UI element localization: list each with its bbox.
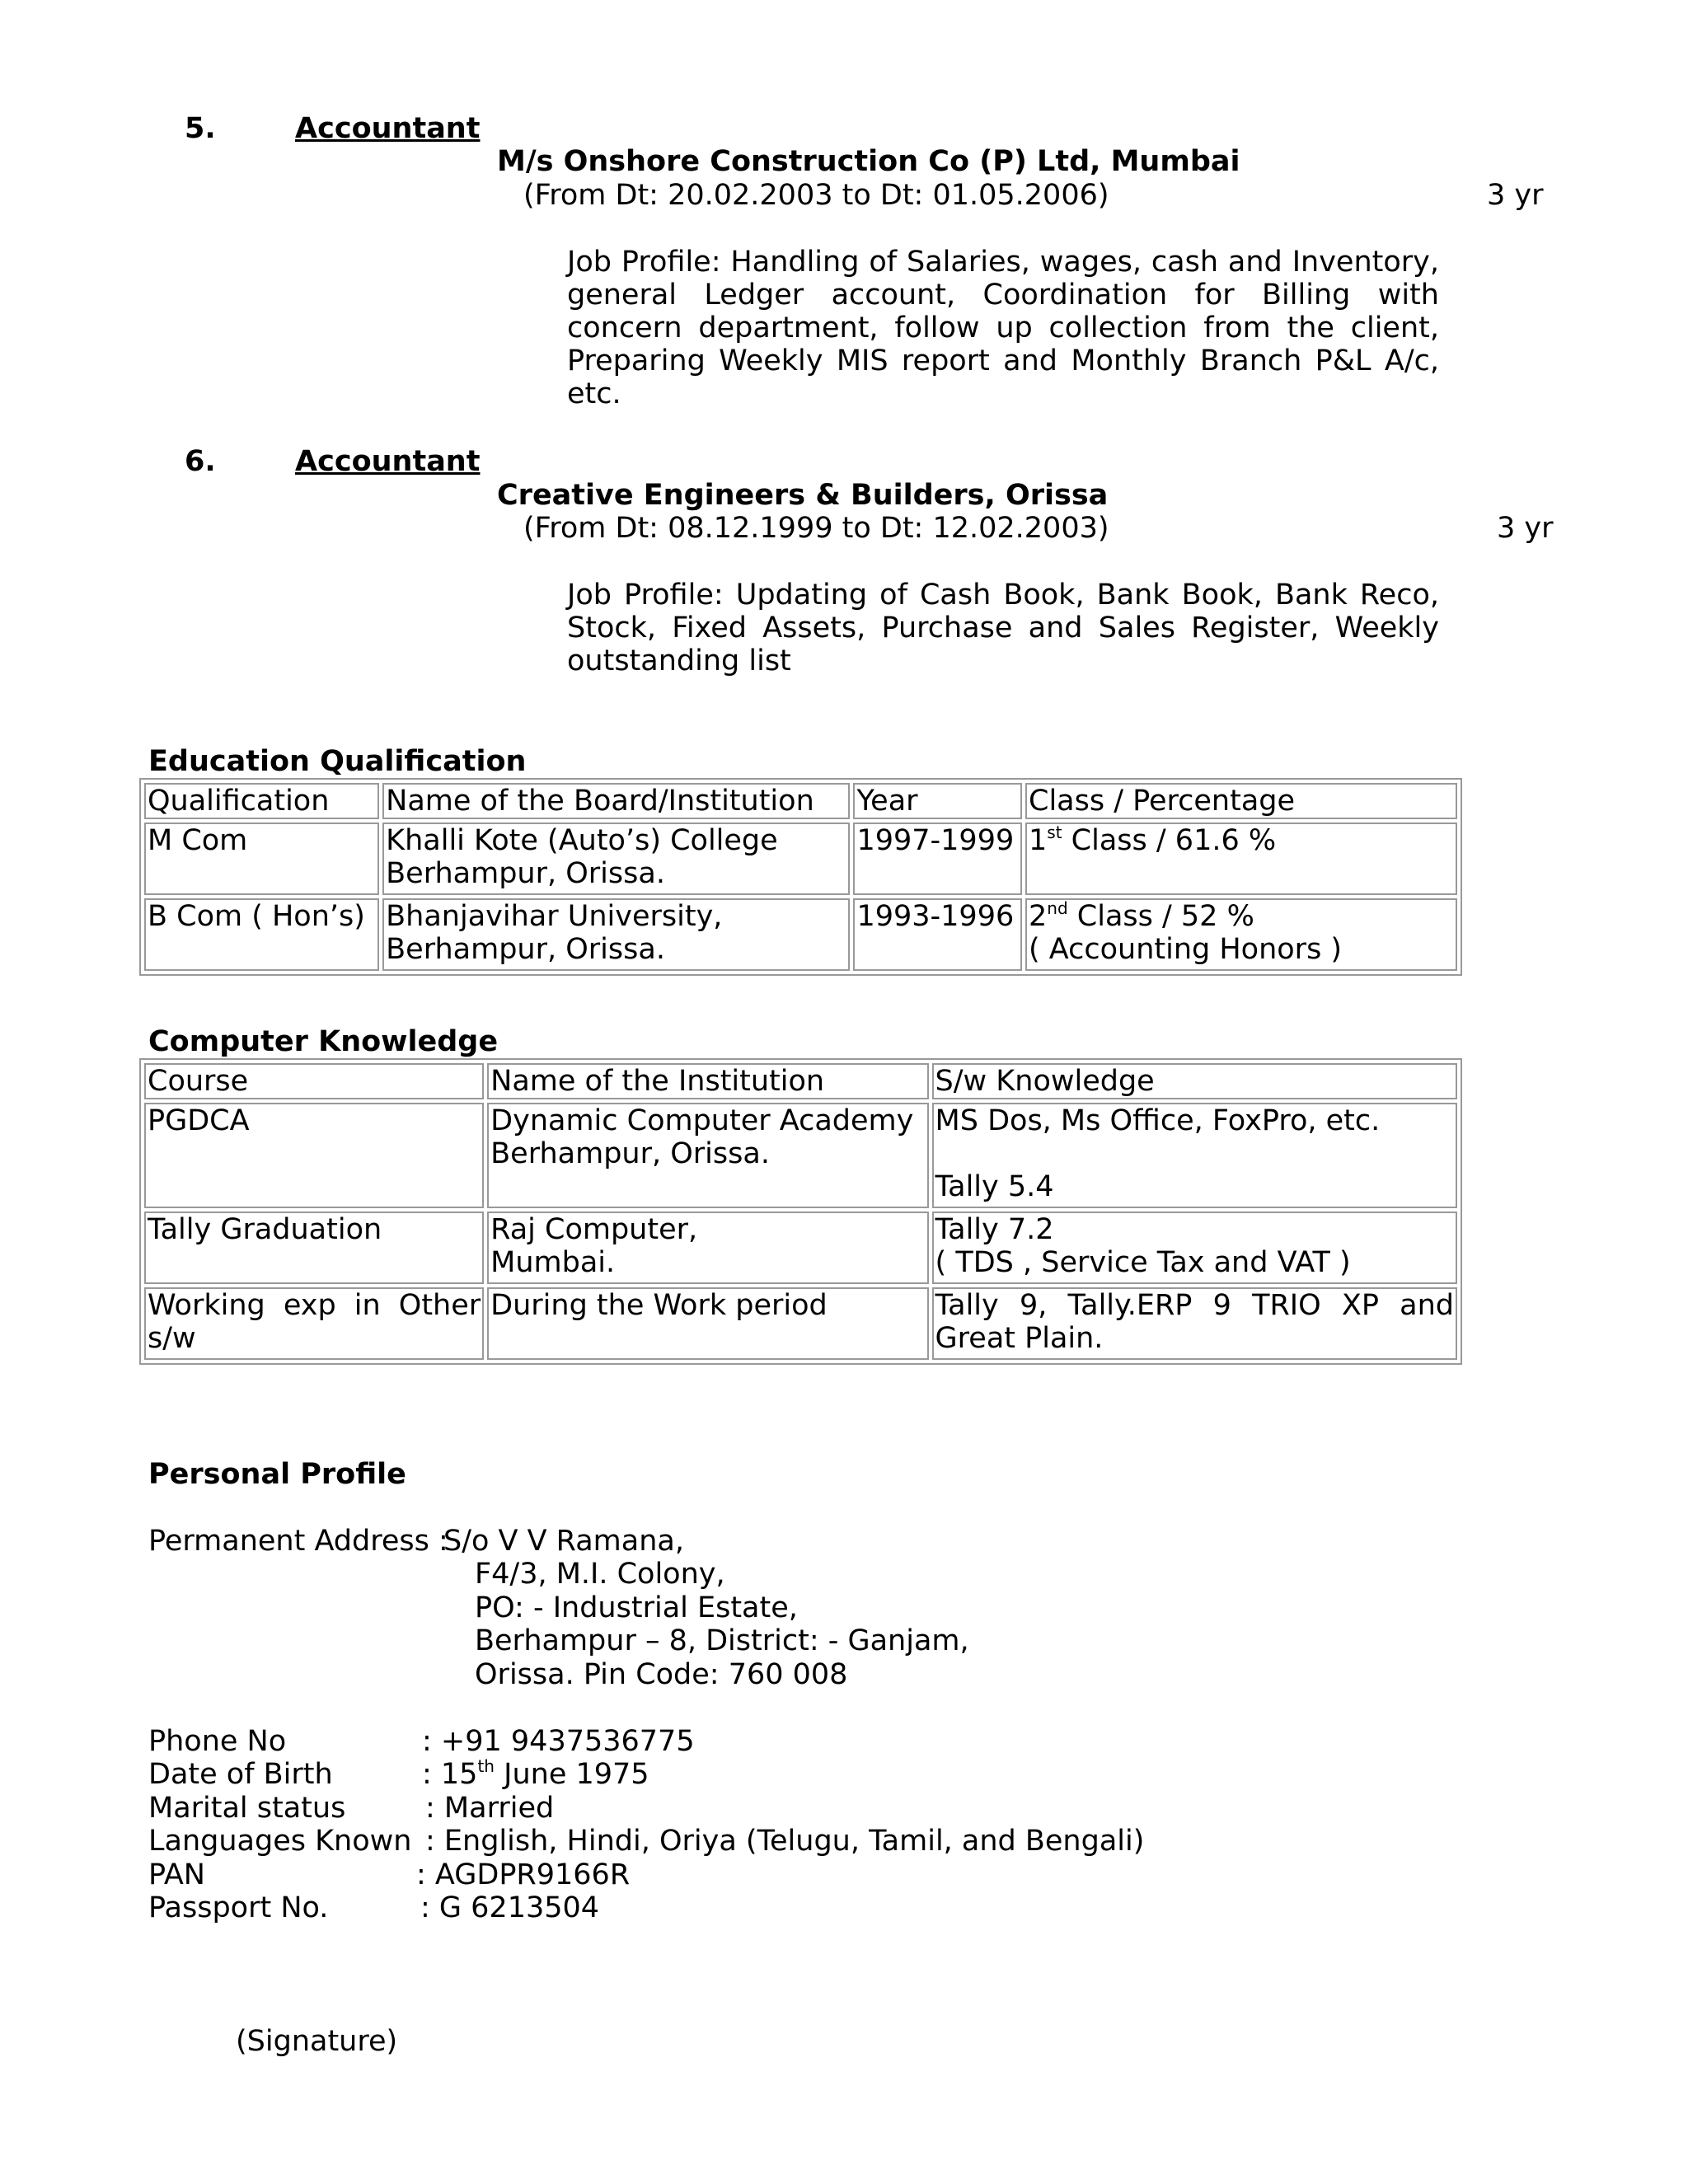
job-period: (From Dt: 08.12.1999 to Dt: 12.02.2003): [523, 512, 1109, 545]
personal-heading: Personal Profile: [148, 1458, 406, 1491]
class-text: Class / 52 %: [1067, 900, 1254, 933]
passport-value: : G 6213504: [420, 1891, 600, 1924]
job-period: (From Dt: 20.02.2003 to Dt: 01.05.2006): [523, 179, 1109, 212]
class-note: ( Accounting Honors ): [1029, 933, 1343, 966]
table-header-cell: Name of the Institution: [487, 1063, 928, 1099]
table-header-cell: Course: [144, 1063, 484, 1099]
table-header-row: [144, 1063, 1457, 1099]
company-name: Creative Engineers & Builders, Orissa: [497, 479, 1109, 512]
table-row: [144, 1212, 1457, 1284]
class-ordinal: nd: [1047, 898, 1068, 918]
institution-line: Raj Computer,: [490, 1213, 698, 1246]
dob-label: Date of Birth: [148, 1758, 333, 1791]
table-row: [144, 1287, 1457, 1360]
dob-day: : 15: [422, 1758, 478, 1791]
institution-cell: [382, 823, 850, 895]
software-line: [935, 1137, 1454, 1170]
education-heading: Education Qualification: [148, 745, 527, 778]
table-header-cell: S/w Knowledge: [932, 1063, 1457, 1099]
class-ordinal: st: [1047, 823, 1062, 842]
company-name: M/s Onshore Construction Co (P) Ltd, Mumbai: [497, 145, 1240, 178]
table-header-cell: Name of the Board/Institution: [382, 783, 850, 819]
institution-line: Bhanjavihar University,: [386, 900, 723, 933]
table-row: [144, 1103, 1457, 1208]
class-cell: [1025, 898, 1457, 971]
job-title: Accountant: [295, 112, 481, 145]
education-table: [139, 778, 1462, 976]
address-line: Orissa. Pin Code: 760 008: [475, 1658, 848, 1691]
job-profile: Job Profile: Updating of Cash Book, Bank Book, Bank Reco, Stock, Fixed Assets, Purchase and Sales Register, Weekly outstanding list: [567, 579, 1439, 677]
pan-label: PAN: [148, 1858, 205, 1891]
passport-label: Passport No.: [148, 1891, 329, 1924]
languages-label: Languages Known: [148, 1825, 412, 1858]
table-header-row: [144, 783, 1457, 819]
year-cell: 1997-1999: [853, 823, 1022, 895]
class-cell: [1025, 823, 1457, 895]
software-line: Tally 5.4: [935, 1170, 1054, 1203]
software-line: ( TDS , Service Tax and VAT ): [935, 1246, 1351, 1279]
address-line: Berhampur – 8, District: - Ganjam,: [475, 1624, 969, 1657]
pan-value: : AGDPR9166R: [416, 1858, 631, 1891]
computer-table: [139, 1058, 1462, 1365]
phone-label: Phone No: [148, 1725, 287, 1758]
marital-value: : Married: [425, 1792, 555, 1825]
job-title: Accountant: [295, 445, 481, 478]
address-label: Permanent Address :: [148, 1525, 448, 1558]
class-number: 1: [1029, 824, 1048, 857]
year-cell: 1993-1996: [853, 898, 1022, 971]
languages-value: : English, Hindi, Oriya (Telugu, Tamil, and Bengali): [425, 1825, 1145, 1858]
address-line: S/o V V Ramana,: [443, 1525, 684, 1558]
job-duration: 3 yr: [1497, 512, 1554, 545]
dob-ordinal: th: [477, 1756, 495, 1776]
table-header-cell: Qualification: [144, 783, 379, 819]
course-line: s/w: [148, 1322, 196, 1355]
software-line: Tally 9, Tally.ERP 9 TRIO XP and: [935, 1289, 1454, 1322]
address-line: PO: - Industrial Estate,: [475, 1591, 798, 1624]
job-number: 5.: [185, 112, 216, 145]
software-cell: [932, 1103, 1457, 1208]
computer-heading: Computer Knowledge: [148, 1025, 499, 1058]
qualification-cell: M Com: [144, 823, 379, 895]
institution-line: Mumbai.: [490, 1246, 616, 1279]
software-line: MS Dos, Ms Office, FoxPro, etc.: [935, 1104, 1381, 1137]
software-line: Great Plain.: [935, 1322, 1104, 1355]
dob-rest: June 1975: [495, 1758, 649, 1791]
institution-line: Khalli Kote (Auto’s) College: [386, 824, 778, 857]
course-cell: PGDCA: [144, 1103, 484, 1208]
institution-cell: [487, 1103, 928, 1208]
qualification-cell: B Com ( Hon’s): [144, 898, 379, 971]
job-duration: 3 yr: [1487, 179, 1544, 212]
institution-cell: [382, 898, 850, 971]
job-profile: Job Profile: Handling of Salaries, wages, cash and Inventory, general Ledger account, Coordination for Billing with concern department, follow up collection from the client, Preparing Weekly MIS report and Monthly Branch P&L A/c, etc.: [567, 246, 1439, 410]
institution-line: Dynamic Computer Academy: [490, 1104, 914, 1137]
software-cell: [932, 1287, 1457, 1360]
table-header-cell: Class / Percentage: [1025, 783, 1457, 819]
address-line: F4/3, M.I. Colony,: [475, 1558, 725, 1591]
institution-line: Berhampur, Orissa.: [490, 1137, 770, 1170]
signature-label: (Signature): [236, 2025, 398, 2058]
course-cell: Tally Graduation: [144, 1212, 484, 1284]
software-line: Tally 7.2: [935, 1213, 1054, 1246]
course-cell: [144, 1287, 484, 1360]
job-number: 6.: [185, 445, 216, 478]
institution-cell: During the Work period: [487, 1287, 928, 1360]
class-number: 2: [1029, 900, 1048, 933]
table-header-cell: Year: [853, 783, 1022, 819]
institution-cell: [487, 1212, 928, 1284]
table-row: [144, 898, 1457, 971]
class-text: Class / 61.6 %: [1062, 824, 1277, 857]
software-cell: [932, 1212, 1457, 1284]
phone-value: : +91 9437536775: [422, 1725, 695, 1758]
marital-label: Marital status: [148, 1792, 346, 1825]
dob-value: [422, 1758, 649, 1791]
table-row: [144, 823, 1457, 895]
course-line: Working exp in Other: [148, 1289, 481, 1322]
institution-line: Berhampur, Orissa.: [386, 933, 665, 966]
institution-line: Berhampur, Orissa.: [386, 857, 665, 890]
